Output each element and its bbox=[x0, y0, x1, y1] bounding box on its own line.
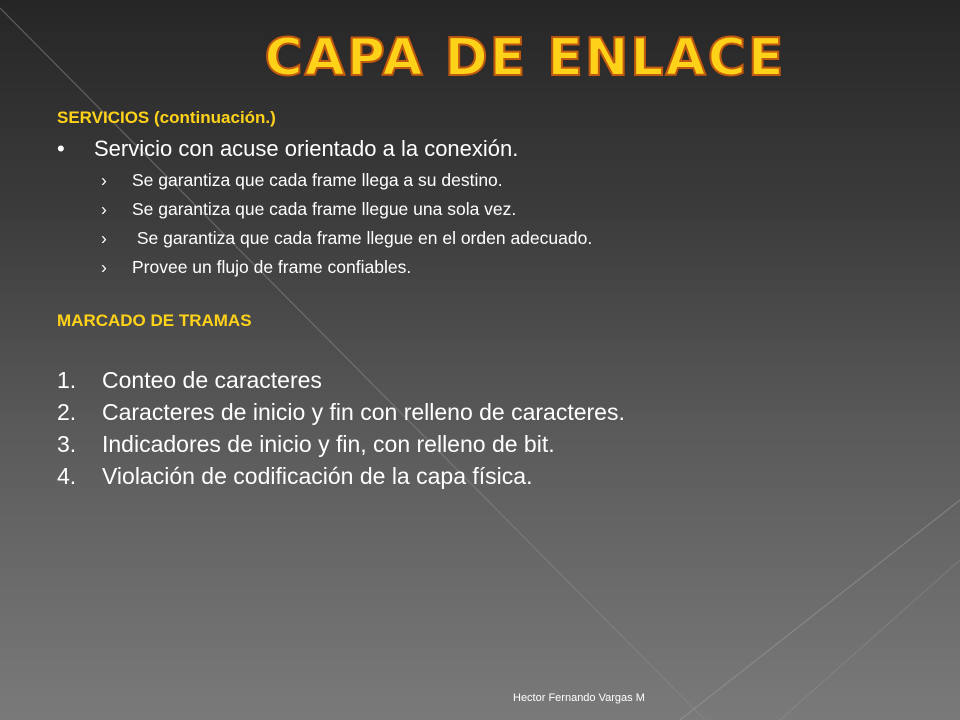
services-bullet bbox=[57, 136, 518, 162]
framing-heading: MARCADO DE TRAMAS bbox=[57, 311, 252, 330]
item-number: 2. bbox=[57, 399, 77, 425]
item-text: Indicadores de inicio y fin, con relleno de bit. bbox=[102, 431, 555, 457]
chevron-marker: › bbox=[101, 228, 107, 248]
item-number: 1. bbox=[57, 367, 77, 393]
sub-item-text: Provee un flujo de frame confiables. bbox=[132, 257, 412, 277]
sub-item bbox=[101, 199, 516, 220]
sub-item bbox=[101, 257, 411, 278]
sub-item-text: Se garantiza que cada frame llega a su destino. bbox=[132, 170, 503, 190]
chevron-marker: › bbox=[101, 199, 107, 219]
services-heading: SERVICIOS (continuación.) bbox=[57, 108, 276, 127]
sub-item-text: Se garantiza que cada frame llegue en el orden adecuado. bbox=[132, 228, 593, 248]
item-number: 4. bbox=[57, 463, 77, 489]
slide-title: CAPA DE ENLACE bbox=[264, 28, 786, 88]
numbered-item bbox=[57, 431, 555, 458]
bullet-marker: • bbox=[57, 136, 65, 161]
item-text: Caracteres de inicio y fin con relleno de caracteres. bbox=[102, 399, 625, 425]
sub-item bbox=[101, 170, 503, 191]
item-number: 3. bbox=[57, 431, 77, 457]
services-bullet-text: Servicio con acuse orientado a la conexión. bbox=[94, 136, 519, 161]
numbered-item bbox=[57, 367, 322, 394]
item-text: Violación de codificación de la capa física. bbox=[102, 463, 533, 489]
chevron-marker: › bbox=[101, 170, 107, 190]
footer-author: Hector Fernando Vargas M bbox=[513, 692, 645, 704]
sub-item-text: Se garantiza que cada frame llegue una sola vez. bbox=[132, 199, 517, 219]
sub-item bbox=[101, 228, 592, 249]
item-text: Conteo de caracteres bbox=[102, 367, 322, 393]
numbered-item bbox=[57, 399, 625, 426]
numbered-item bbox=[57, 463, 532, 490]
chevron-marker: › bbox=[101, 257, 107, 277]
